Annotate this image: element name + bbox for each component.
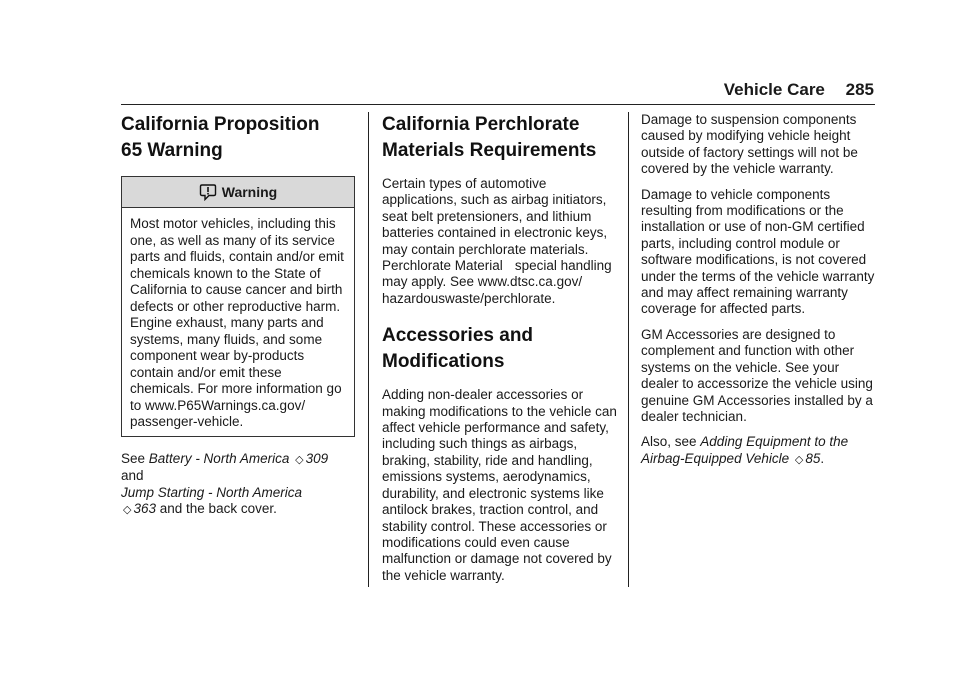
warning-icon bbox=[199, 183, 217, 201]
header-rule bbox=[121, 104, 875, 105]
page-header bbox=[724, 80, 874, 100]
see-also-block: See Battery - North America ◇ 309 and Jump Starting - North America ◇ 363 and the back cover. bbox=[121, 450, 329, 516]
perchlorate-paragraph: Certain types of automotive applications, such as airbag initiators, seat belt pretensioners, and lithium batteries contained in electronic keys, may contain perchlorate materials. Perchlorate Material special handling may apply. See www.dtsc.ca.gov/ hazardouswaste/perchlorate. bbox=[382, 176, 612, 306]
prop65-heading: California Proposition 65 Warning bbox=[121, 114, 320, 161]
warning-title: Warning bbox=[221, 184, 278, 200]
accessories-paragraph: Adding non-dealer accessories or making modifications to the vehicle can affect vehicle performance and safety, including such things as airbags, braking, stability, ride and handling, emissions systems, aerodynamics, durability, and electronic systems like antilock brakes, traction control, and stability control. These accessories or modifications could even cause malfunction or damage not covered by the vehicle warranty. bbox=[382, 387, 617, 583]
page-number: 285 bbox=[845, 80, 874, 99]
page-reference-icon: ◇ bbox=[123, 504, 132, 516]
accessories-heading: Accessories and Modifications bbox=[382, 325, 534, 373]
gm-accessories-paragraph: GM Accessories are designed to complement and function with other systems on the vehicle. See your dealer to accessorize the vehicle using genuine GM Accessories installed by a dealer technician. bbox=[641, 326, 873, 424]
warning-header bbox=[122, 177, 354, 208]
suspension-paragraph: Damage to suspension components caused by modifying vehicle height outside of factory settings will not be covered by the vehicle warranty. bbox=[641, 112, 858, 177]
ref-battery-page[interactable]: 309 bbox=[305, 450, 329, 466]
section-title: Vehicle Care bbox=[723, 80, 825, 99]
warning-text: Most motor vehicles, including this one, as well as many of its service parts and fluids, contain and/or emit chemicals known to the State of California to cause cancer and birth defects or other reproductive harm. Engine exhaust, many parts and systems, many fluids, and some component wear by-products contain and/or emit these chemicals. For more information go to www.P65Warnings.ca.gov/ passenger-vehicle. bbox=[130, 216, 344, 429]
column-2 bbox=[382, 112, 618, 593]
ref-jump-starting-page[interactable]: 363 bbox=[133, 501, 156, 516]
warning-box bbox=[121, 176, 355, 437]
also-see-paragraph: Also, see Adding Equipment to the Airbag-Equipped Vehicle ◇ 85. bbox=[641, 434, 849, 466]
column-3 bbox=[641, 112, 879, 477]
ref-jump-starting-link[interactable]: Jump Starting - North America bbox=[121, 484, 303, 500]
column-divider-1 bbox=[368, 112, 369, 587]
page-reference-icon: ◇ bbox=[794, 453, 804, 466]
ref-airbag-equipment-link[interactable]: Adding Equipment to the Airbag-Equipped Vehicle bbox=[641, 434, 849, 466]
ref-battery-link[interactable]: Battery - North America bbox=[148, 450, 290, 466]
components-paragraph: Damage to vehicle components resulting from modifications or the installation or use of non-GM certified parts, including control module or software modifications, is not covered under the terms of the vehicle warranty and may affect remaining warranty coverage for affected parts. bbox=[641, 186, 875, 317]
ref-airbag-equipment-page[interactable]: 85 bbox=[805, 450, 821, 466]
warning-body bbox=[122, 208, 354, 436]
column-divider-2 bbox=[628, 112, 629, 587]
page-reference-icon: ◇ bbox=[295, 453, 304, 466]
perchlorate-heading: California Perchlorate Materials Requirements bbox=[382, 114, 597, 161]
column-1 bbox=[121, 112, 355, 519]
